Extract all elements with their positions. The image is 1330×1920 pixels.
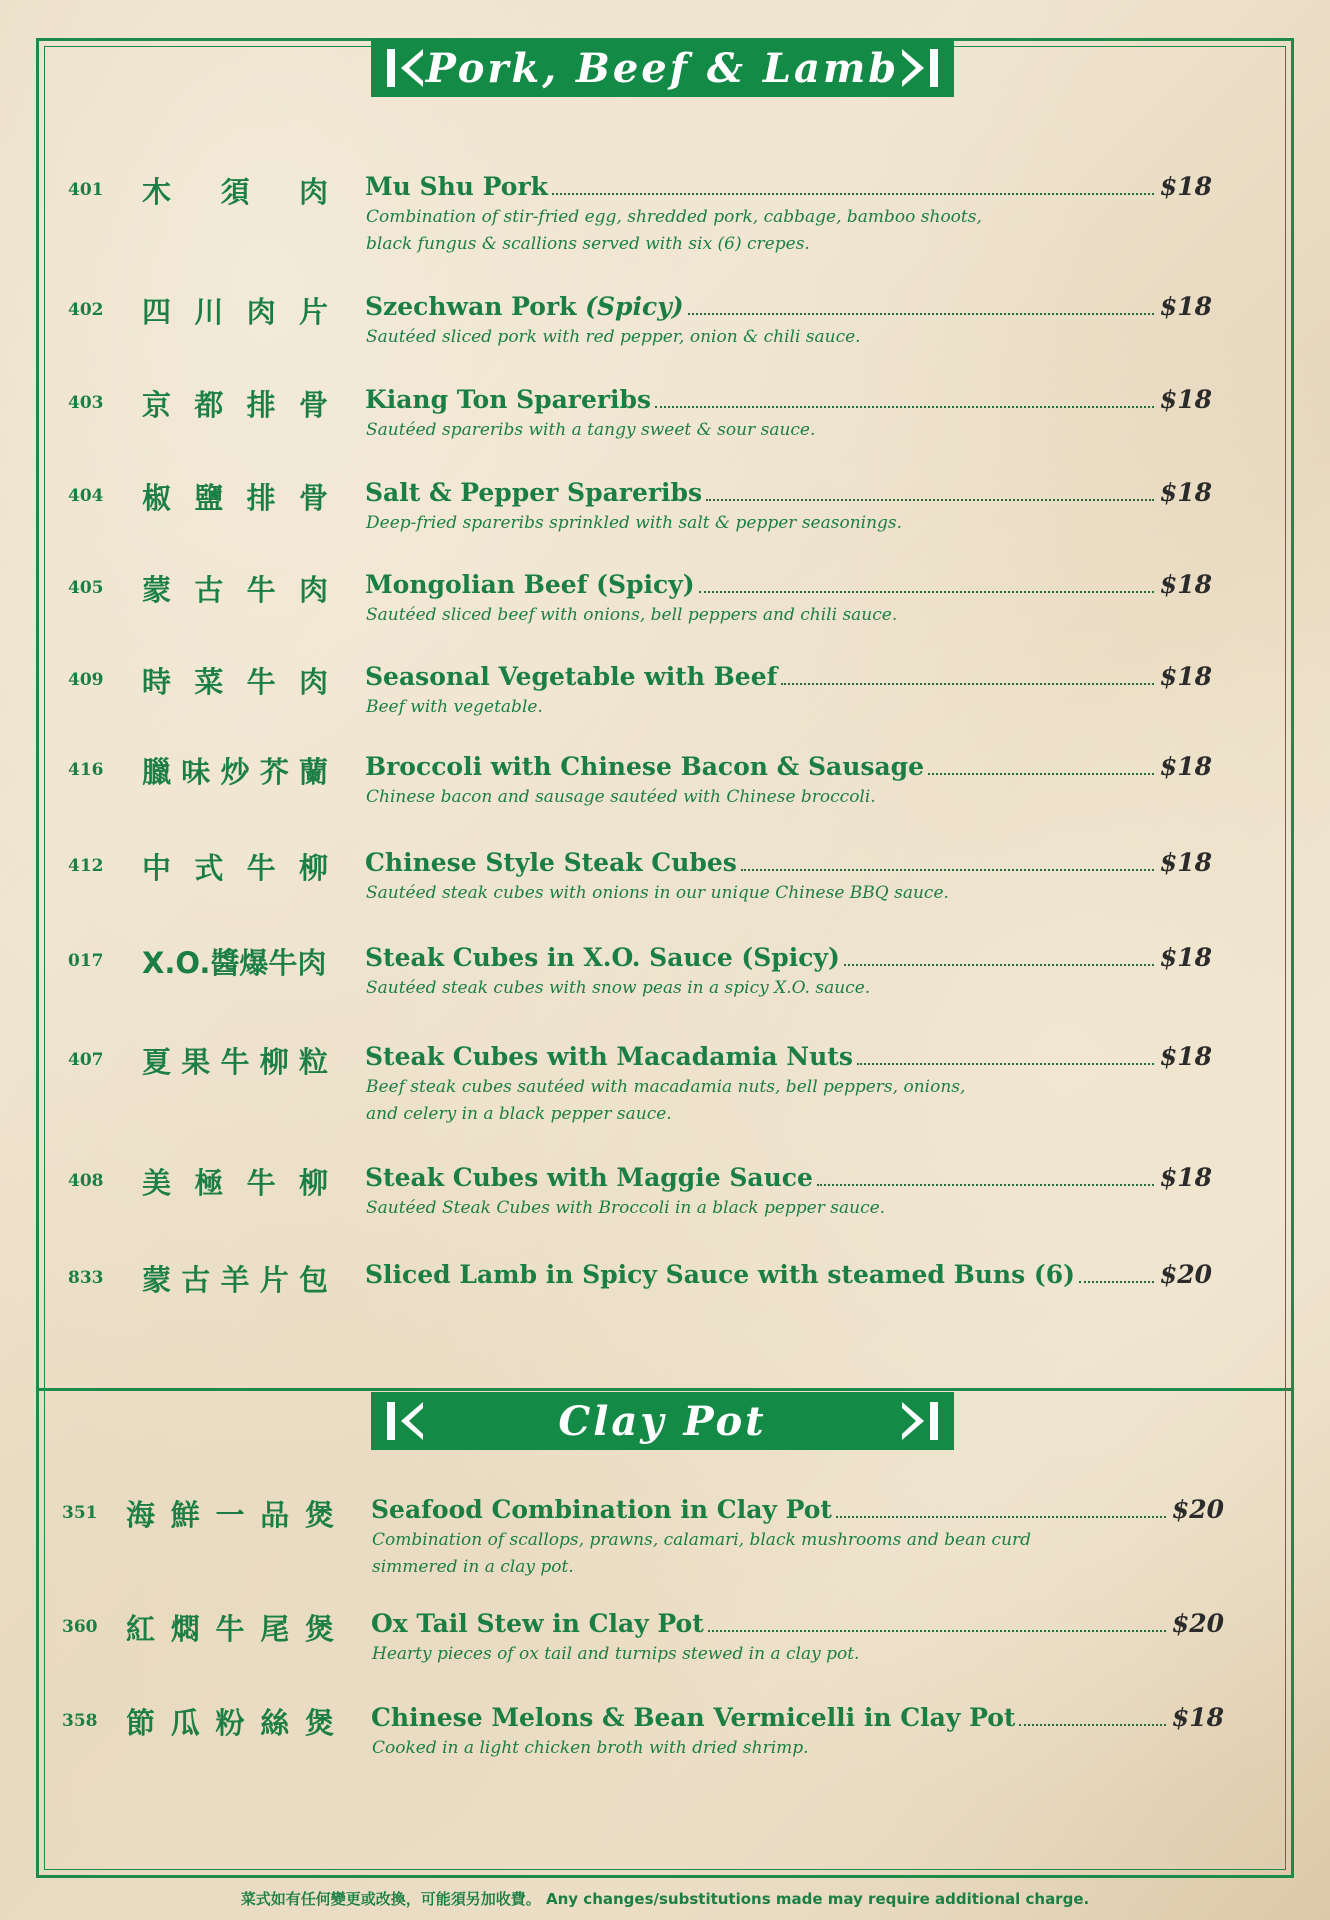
item-name	[371, 1703, 1015, 1732]
chinese-char: 肉	[298, 665, 328, 699]
item-description	[366, 417, 815, 444]
item-number: 412	[68, 856, 104, 876]
chinese-char: 芥	[259, 755, 289, 789]
chinese-char: 海	[126, 1498, 156, 1532]
chinese-char: 牛	[246, 573, 276, 607]
description-line: Sautéed steak cubes with snow peas in a spicy X.O. sauce.	[366, 978, 871, 998]
item-name-text: Mu Shu Pork	[365, 172, 548, 201]
chinese-char: 古	[181, 1263, 211, 1297]
item-name-text: Szechwan Pork	[365, 292, 577, 321]
item-chinese-name	[142, 383, 328, 424]
chinese-char: 牛	[246, 1166, 276, 1200]
banner-left-ornament-icon	[385, 47, 427, 89]
chinese-char: 一	[215, 1498, 245, 1532]
item-name-line	[365, 385, 1212, 414]
item-chinese-name	[126, 1607, 334, 1648]
dot-leader	[1019, 1724, 1165, 1726]
item-number: 358	[62, 1711, 98, 1731]
item-price: $18	[1159, 478, 1212, 507]
chinese-char: 牛	[220, 1045, 250, 1079]
description-line: and celery in a black pepper sauce.	[366, 1104, 672, 1124]
item-description	[366, 1074, 965, 1128]
description-line: Sautéed sliced pork with red pepper, onion & chili sauce.	[366, 327, 861, 347]
chinese-char: 牛	[246, 665, 276, 699]
item-name-text: Steak Cubes in X.O. Sauce (Spicy)	[365, 943, 840, 972]
chinese-char: 極	[194, 1166, 224, 1200]
item-price: $20	[1159, 1260, 1212, 1289]
item-name-spicy-tag: (Spicy)	[585, 292, 684, 321]
item-chinese-name	[142, 1161, 328, 1202]
dot-leader	[836, 1516, 1166, 1518]
chinese-char: 鮮	[170, 1498, 200, 1532]
description-line: Sautéed sliced beef with onions, bell peppers and chili sauce.	[366, 605, 898, 625]
item-chinese-name	[142, 846, 328, 887]
item-number: 017	[68, 951, 104, 971]
item-number: 360	[62, 1617, 98, 1637]
dot-leader	[708, 1630, 1166, 1632]
chinese-char: 古	[194, 573, 224, 607]
chinese-char: 牛	[246, 851, 276, 885]
item-chinese-name	[126, 1493, 334, 1534]
chinese-char: 鹽	[194, 481, 224, 515]
item-price: $18	[1159, 752, 1212, 781]
chinese-char: 瓜	[170, 1706, 200, 1740]
chinese-char: 肉	[298, 175, 328, 209]
dot-leader	[817, 1184, 1154, 1186]
section-banner-clay-pot	[371, 1392, 954, 1450]
section-divider	[36, 1388, 1294, 1391]
dot-leader	[655, 406, 1154, 408]
item-chinese-name	[126, 1701, 334, 1742]
chinese-char: 排	[246, 388, 276, 422]
item-number: 401	[68, 180, 104, 200]
item-name-line	[365, 662, 1212, 691]
item-description	[372, 1641, 859, 1668]
dot-leader	[741, 869, 1154, 871]
item-number: 404	[68, 486, 104, 506]
item-number: 409	[68, 670, 104, 690]
chinese-char: 節	[126, 1706, 156, 1740]
item-chinese-name	[142, 170, 328, 211]
item-name	[365, 848, 737, 877]
description-line: Deep-fried spareribs sprinkled with salt & pepper seasonings.	[366, 513, 903, 533]
item-name-line	[365, 1163, 1212, 1192]
item-chinese-name	[142, 568, 328, 609]
item-name-text: Chinese Style Steak Cubes	[365, 848, 737, 877]
item-price: $20	[1171, 1609, 1224, 1638]
item-number: 416	[68, 760, 104, 780]
chinese-char: 菜	[194, 665, 224, 699]
chinese-char: 四	[142, 295, 172, 329]
chinese-char: 排	[246, 481, 276, 515]
chinese-char: 都	[194, 388, 224, 422]
description-line: Beef with vegetable.	[366, 697, 543, 717]
item-price: $18	[1159, 1163, 1212, 1192]
item-chinese-name	[142, 476, 328, 517]
item-name	[365, 662, 777, 691]
item-chinese-name	[142, 660, 328, 701]
item-chinese-name	[142, 1040, 328, 1081]
chinese-char: 煲	[304, 1498, 334, 1532]
item-name	[365, 172, 548, 201]
chinese-char: 柳	[298, 851, 328, 885]
chinese-char: 椒	[142, 481, 172, 515]
item-name	[371, 1609, 704, 1638]
dot-leader	[706, 499, 1154, 501]
chinese-char: 蘭	[298, 755, 328, 789]
chinese-char: 木	[142, 175, 172, 209]
item-name	[365, 385, 651, 414]
chinese-char: 時	[142, 665, 172, 699]
item-name-text: Seafood Combination in Clay Pot	[371, 1495, 832, 1524]
item-description	[366, 510, 902, 537]
item-name-text: Steak Cubes with Maggie Sauce	[365, 1163, 813, 1192]
item-name-line	[365, 292, 1212, 321]
dot-leader	[1079, 1281, 1154, 1283]
item-price: $18	[1171, 1703, 1224, 1732]
item-name-line	[365, 752, 1212, 781]
chinese-char: 京	[142, 388, 172, 422]
item-description	[366, 784, 876, 811]
chinese-char: 紅	[126, 1612, 156, 1646]
item-price: $18	[1159, 172, 1212, 201]
chinese-char: 臘	[142, 755, 172, 789]
footer-note: 菜式如有任何變更或改換，可能須另加收費。 Any changes/substitutions made may require additional charge.	[240, 1890, 1090, 1908]
chinese-char: 包	[298, 1263, 328, 1297]
chinese-char: 絲	[260, 1706, 290, 1740]
item-name	[365, 752, 924, 781]
item-name	[365, 570, 695, 599]
item-description	[372, 1735, 809, 1762]
description-line: Hearty pieces of ox tail and turnips stewed in a clay pot.	[372, 1644, 860, 1664]
chinese-char: 蒙	[142, 1263, 172, 1297]
item-name-line	[365, 848, 1212, 877]
item-name-text: Kiang Ton Spareribs	[365, 385, 652, 414]
item-name-line	[365, 943, 1212, 972]
chinese-char: 肉	[246, 295, 276, 329]
chinese-char: 燜	[170, 1612, 200, 1646]
banner-right-ornament-icon	[898, 1400, 940, 1442]
item-description	[366, 694, 543, 721]
dot-leader	[552, 193, 1154, 195]
chinese-char: 美	[142, 1166, 172, 1200]
item-number: 402	[68, 300, 104, 320]
description-line: Beef steak cubes sautéed with macadamia nuts, bell peppers, onions,	[366, 1077, 966, 1097]
item-price: $18	[1159, 943, 1212, 972]
chinese-char: 羊	[220, 1263, 250, 1297]
chinese-char: 尾	[260, 1612, 290, 1646]
item-chinese-name	[142, 941, 328, 982]
description-line: Chinese bacon and sausage sautéed with Chinese broccoli.	[366, 787, 876, 807]
chinese-char: 煲	[304, 1706, 334, 1740]
chinese-char: 粒	[298, 1045, 328, 1079]
item-name	[371, 1495, 832, 1524]
description-line: Sautéed steak cubes with onions in our unique Chinese BBQ sauce.	[366, 883, 949, 903]
item-price: $18	[1159, 292, 1212, 321]
item-description	[366, 324, 861, 351]
chinese-char: 片	[298, 295, 328, 329]
item-number: 403	[68, 393, 104, 413]
item-chinese-name	[142, 290, 328, 331]
item-name-text: Salt & Pepper Spareribs	[365, 478, 703, 507]
section-title: Pork, Beef & Lamb	[425, 44, 900, 92]
item-chinese-name	[142, 750, 328, 791]
item-name-line	[365, 172, 1212, 201]
banner-right-ornament-icon	[898, 47, 940, 89]
item-number: 407	[68, 1050, 104, 1070]
chinese-char: 片	[259, 1263, 289, 1297]
item-name-text: Mongolian Beef (Spicy)	[365, 570, 695, 599]
item-name-text: Broccoli with Chinese Bacon & Sausage	[365, 752, 925, 781]
item-name-text: Steak Cubes with Macadamia Nuts	[365, 1042, 853, 1071]
item-name-text: Chinese Melons & Bean Vermicelli in Clay Pot	[371, 1703, 1016, 1732]
item-name	[365, 292, 684, 321]
chinese-char: 夏	[142, 1045, 172, 1079]
item-description	[366, 602, 897, 629]
item-number: 351	[62, 1503, 98, 1523]
item-description	[366, 880, 949, 907]
chinese-char: 須	[220, 175, 250, 209]
chinese-char: 中	[142, 851, 172, 885]
banner-left-ornament-icon	[385, 1400, 427, 1442]
item-name-line	[371, 1495, 1224, 1524]
section-title: Clay Pot	[558, 1397, 767, 1445]
item-number: 405	[68, 578, 104, 598]
item-description	[366, 1195, 885, 1222]
dot-leader	[857, 1063, 1154, 1065]
chinese-char: 牛	[215, 1612, 245, 1646]
item-name-line	[365, 1260, 1212, 1289]
chinese-char: 粉	[215, 1706, 245, 1740]
item-price: $18	[1159, 1042, 1212, 1071]
item-number: 833	[68, 1268, 104, 1288]
item-name	[365, 478, 702, 507]
description-line: Combination of scallops, prawns, calamari, black mushrooms and bean curd	[372, 1530, 1032, 1550]
chinese-char: 骨	[298, 481, 328, 515]
item-price: $18	[1159, 662, 1212, 691]
chinese-char: 蒙	[142, 573, 172, 607]
item-name-line	[365, 570, 1212, 599]
item-name-line	[365, 478, 1212, 507]
item-name	[365, 943, 840, 972]
item-name-line	[371, 1609, 1224, 1638]
chinese-char: 肉	[298, 573, 328, 607]
chinese-char: 骨	[298, 388, 328, 422]
item-name-line	[365, 1042, 1212, 1071]
dot-leader	[699, 591, 1154, 593]
dot-leader	[781, 683, 1153, 685]
item-name	[365, 1042, 853, 1071]
chinese-char: 味	[181, 755, 211, 789]
item-chinese-name	[142, 1258, 328, 1299]
chinese-char: 炒	[220, 755, 250, 789]
chinese-char: 式	[194, 851, 224, 885]
dot-leader	[844, 964, 1154, 966]
item-name-text: Sliced Lamb in Spicy Sauce with steamed Buns (6)	[365, 1260, 1075, 1289]
item-name-text: Seasonal Vegetable with Beef	[365, 662, 778, 691]
description-line: simmered in a clay pot.	[372, 1557, 574, 1577]
description-line: Sautéed spareribs with a tangy sweet & sour sauce.	[366, 420, 816, 440]
description-line: Cooked in a light chicken broth with dried shrimp.	[372, 1738, 809, 1758]
item-number: 408	[68, 1171, 104, 1191]
item-price: $18	[1159, 848, 1212, 877]
item-description	[366, 204, 982, 258]
section-banner-pork-beef-lamb	[371, 39, 954, 97]
item-name	[365, 1260, 1075, 1289]
item-description	[372, 1527, 1031, 1581]
item-name	[365, 1163, 813, 1192]
item-name-text: Ox Tail Stew in Clay Pot	[371, 1609, 704, 1638]
chinese-char: 川	[194, 295, 224, 329]
chinese-char: 柳	[298, 1166, 328, 1200]
description-line: black fungus & scallions served with six (6) crepes.	[366, 234, 810, 254]
description-line: Sautéed Steak Cubes with Broccoli in a black pepper sauce.	[366, 1198, 886, 1218]
item-description	[366, 975, 870, 1002]
chinese-char: X.O.醬爆牛肉	[142, 946, 327, 980]
description-line: Combination of stir-fried egg, shredded pork, cabbage, bamboo shoots,	[366, 207, 982, 227]
chinese-char: 柳	[259, 1045, 289, 1079]
dot-leader	[688, 313, 1154, 315]
chinese-char: 品	[260, 1498, 290, 1532]
dot-leader	[928, 773, 1154, 775]
chinese-char: 煲	[304, 1612, 334, 1646]
item-name-line	[371, 1703, 1224, 1732]
item-price: $20	[1171, 1495, 1224, 1524]
item-price: $18	[1159, 570, 1212, 599]
chinese-char: 果	[181, 1045, 211, 1079]
item-price: $18	[1159, 385, 1212, 414]
